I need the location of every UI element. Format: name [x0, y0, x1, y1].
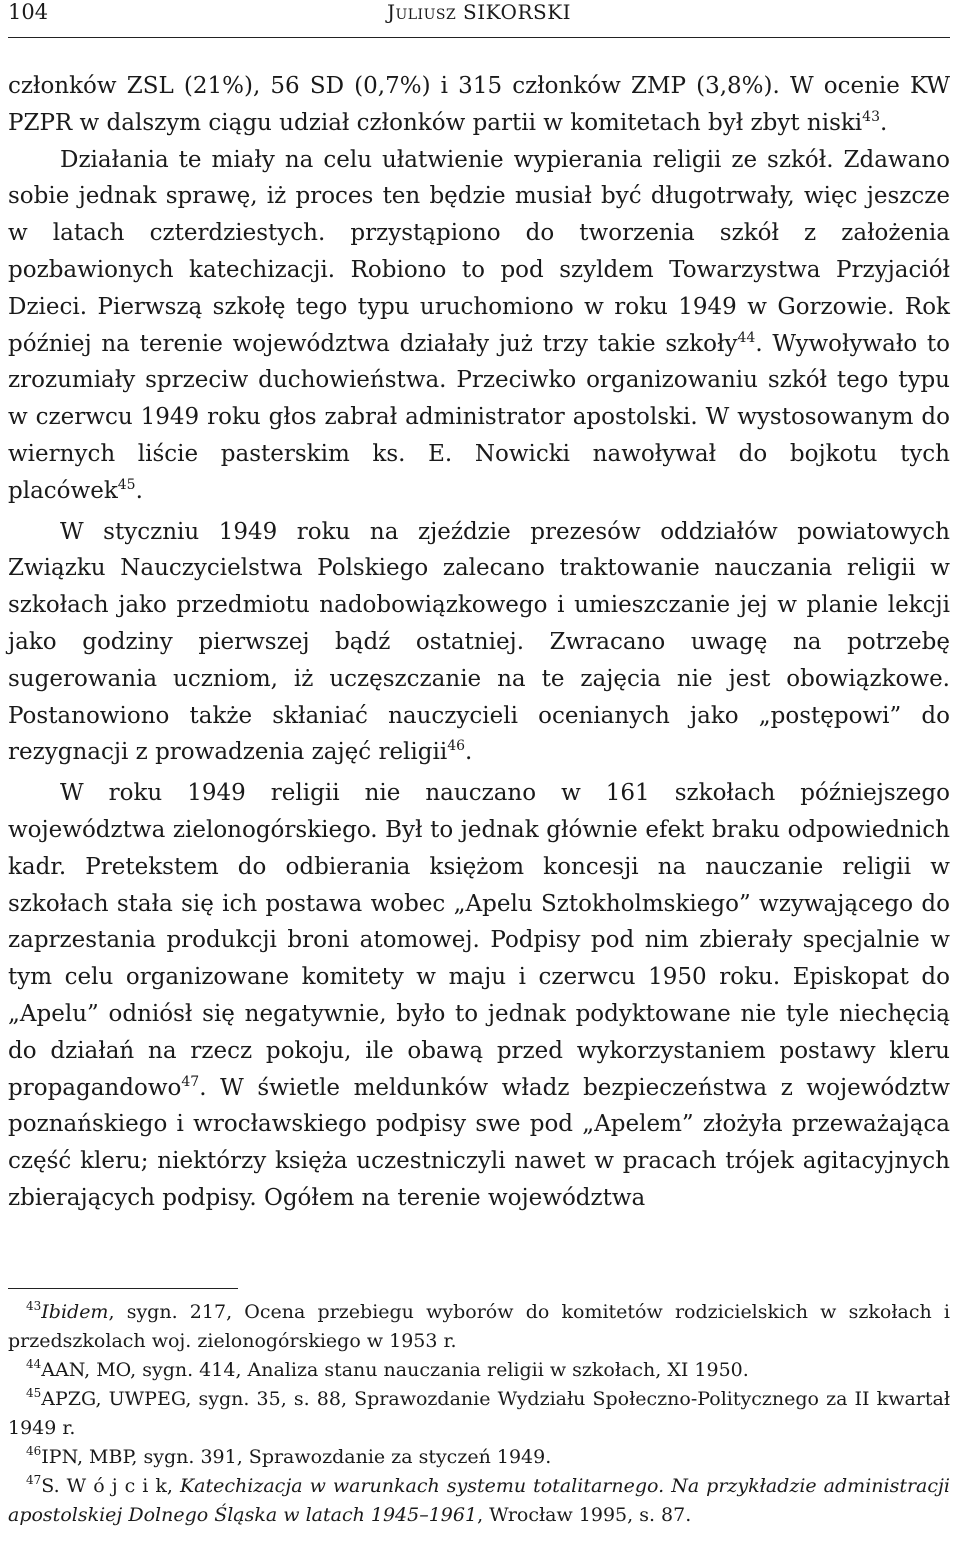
- paragraph-text: .: [880, 109, 888, 136]
- paragraph-text: W roku 1949 religii nie nauczano w 161 szkołach późniejszego województwa zielonogórskiego. Był to jednak głównie efekt braku odpowiednich kadr. Pretekstem do odbierania księżom koncesji na nauczanie religii w szkołach stała się ich postawa wobec „Apelu Sztokholmskiego” wzywającego do zaprzestania produkcji broni atomowej. Podpisy pod nim zbierały specjalnie w tym celu organizowane komitety w maju i czerwcu 1950 roku. Episkopat do „Apelu” odniósł się negatywnie, było to jednak podyktowane nie tyle niechęcią do działań na rzecz pokoju, ile obawą przed wykorzystaniem postawy kleru propagandowo: [8, 780, 950, 1101]
- footnote-text: AAN, MO, sygn. 414, Analiza stanu nauczania religii w szkołach, XI 1950.: [41, 1359, 749, 1381]
- paragraph-text: .: [135, 477, 143, 504]
- footnote-46: [8, 1443, 950, 1472]
- footnote-italic: Ibidem: [41, 1301, 109, 1323]
- footnote-number: 45: [26, 1386, 42, 1400]
- footnote-text: , Wrocław 1995, s. 87.: [477, 1504, 692, 1526]
- footnote-text: APZG, UWPEG, sygn. 35, s. 88, Sprawozdanie Wydziału Społeczno-Politycznego za II kwartał 1949 r.: [8, 1388, 950, 1439]
- footnote-italic: Katechizacja w warunkach systemu totalitarnego. Na przykładzie administracji apostolskiej Dolnego Śląska w latach 1945–1961: [8, 1475, 950, 1526]
- footnote-ref-47: 47: [181, 1073, 200, 1090]
- paragraph-2: [8, 142, 950, 510]
- footnote-text: IPN, MBP, sygn. 391, Sprawozdanie za styczeń 1949.: [41, 1446, 552, 1468]
- paragraph-text: Działania te miały na celu ułatwienie wypierania religii ze szkół. Zdawano sobie jednak sprawę, iż proces ten będzie musiał być długotrwały, więc jeszcze w latach czterdziestych. przystąpiono do tworzenia szkół z założenia pozbawionych katechizacji. Robiono to pod szyldem Towarzystwa Przyjaciół Dzieci. Pierwszą szkołę tego typu uruchomiono w roku 1949 w Gorzowie. Rok później na terenie województwa działały już trzy takie szkoły: [8, 146, 950, 357]
- footnote-number: 43: [26, 1299, 42, 1313]
- footnote-rule: [8, 1288, 238, 1289]
- footnote-ref-44: 44: [737, 329, 756, 346]
- footnote-43: [8, 1298, 950, 1356]
- paragraph-3: [8, 514, 950, 772]
- page-number: 104: [8, 0, 49, 24]
- footnote-number: 47: [26, 1473, 42, 1487]
- footnote-45: [8, 1385, 950, 1443]
- footnote-44: [8, 1356, 950, 1385]
- footnote-ref-43: 43: [862, 108, 880, 125]
- footnote-ref-45: 45: [117, 476, 136, 493]
- paragraph-text: . Wywoływało to zrozumiały sprzeciw duchowieństwa. Przeciwko organizowaniu szkół tego typu w czerwcu 1949 roku głos zabrał administrator apostolski. W wystosowanym do wiernych liście pasterskim ks. E. Nowicki nawoływał do bojkotu tych placówek: [8, 330, 950, 504]
- footnote-47: [8, 1472, 950, 1530]
- footnote-number: 44: [26, 1357, 42, 1371]
- footnote-ref-46: 46: [447, 738, 466, 755]
- footnote-text: , sygn. 217, Ocena przebiegu wyborów do komitetów rodzicielskich w szkołach i przedszkolach woj. zielonogórskiego w 1953 r.: [8, 1301, 950, 1352]
- paragraph-text: członków ZSL (21%), 56 SD (0,7%) i 315 członków ZMP (3,8%). W ocenie KW PZPR w dalszym ciągu udział członków partii w komitetach był zbyt niski: [8, 73, 950, 136]
- paragraph-text: . W świetle meldunków władz bezpieczeństwa z województw poznańskiego i wrocławskiego podpisy swe pod „Apelem” złożyła przeważająca część kleru; niektórzy księża uczestniczyli nawet w pracach trójek agitacyjnych zbierających podpisy. Ogółem na terenie województwa: [8, 1074, 950, 1211]
- paragraph-text: .: [465, 739, 473, 766]
- header-rule: [8, 37, 950, 38]
- footnote-author: S. W ó j c i k,: [41, 1475, 173, 1497]
- body-text: [8, 68, 950, 1217]
- footnote-number: 46: [26, 1444, 42, 1458]
- paragraph-4: [8, 775, 950, 1217]
- paragraph-text: W styczniu 1949 roku na zjeździe prezesów oddziałów powiatowych Związku Nauczycielstwa Polskiego zalecano traktowanie nauczania religii w szkołach jako przedmiotu nadobowiązkowego i umieszczanie jej w planie lekcji jako godziny pierwszej bądź ostatniej. Zwracano uwagę na potrzebę sugerowania uczniom, iż uczęszczanie na te zajęcia nie jest obowiązkowe. Postanowiono także skłaniać nauczycieli ocenianych jako „postępowi” do rezygnacji z prowadzenia zajęć religii: [8, 518, 950, 766]
- footnotes: [8, 1298, 950, 1530]
- page-header: [8, 0, 950, 30]
- running-head: Juliusz SIKORSKI: [386, 0, 572, 24]
- paragraph-1: [8, 68, 950, 142]
